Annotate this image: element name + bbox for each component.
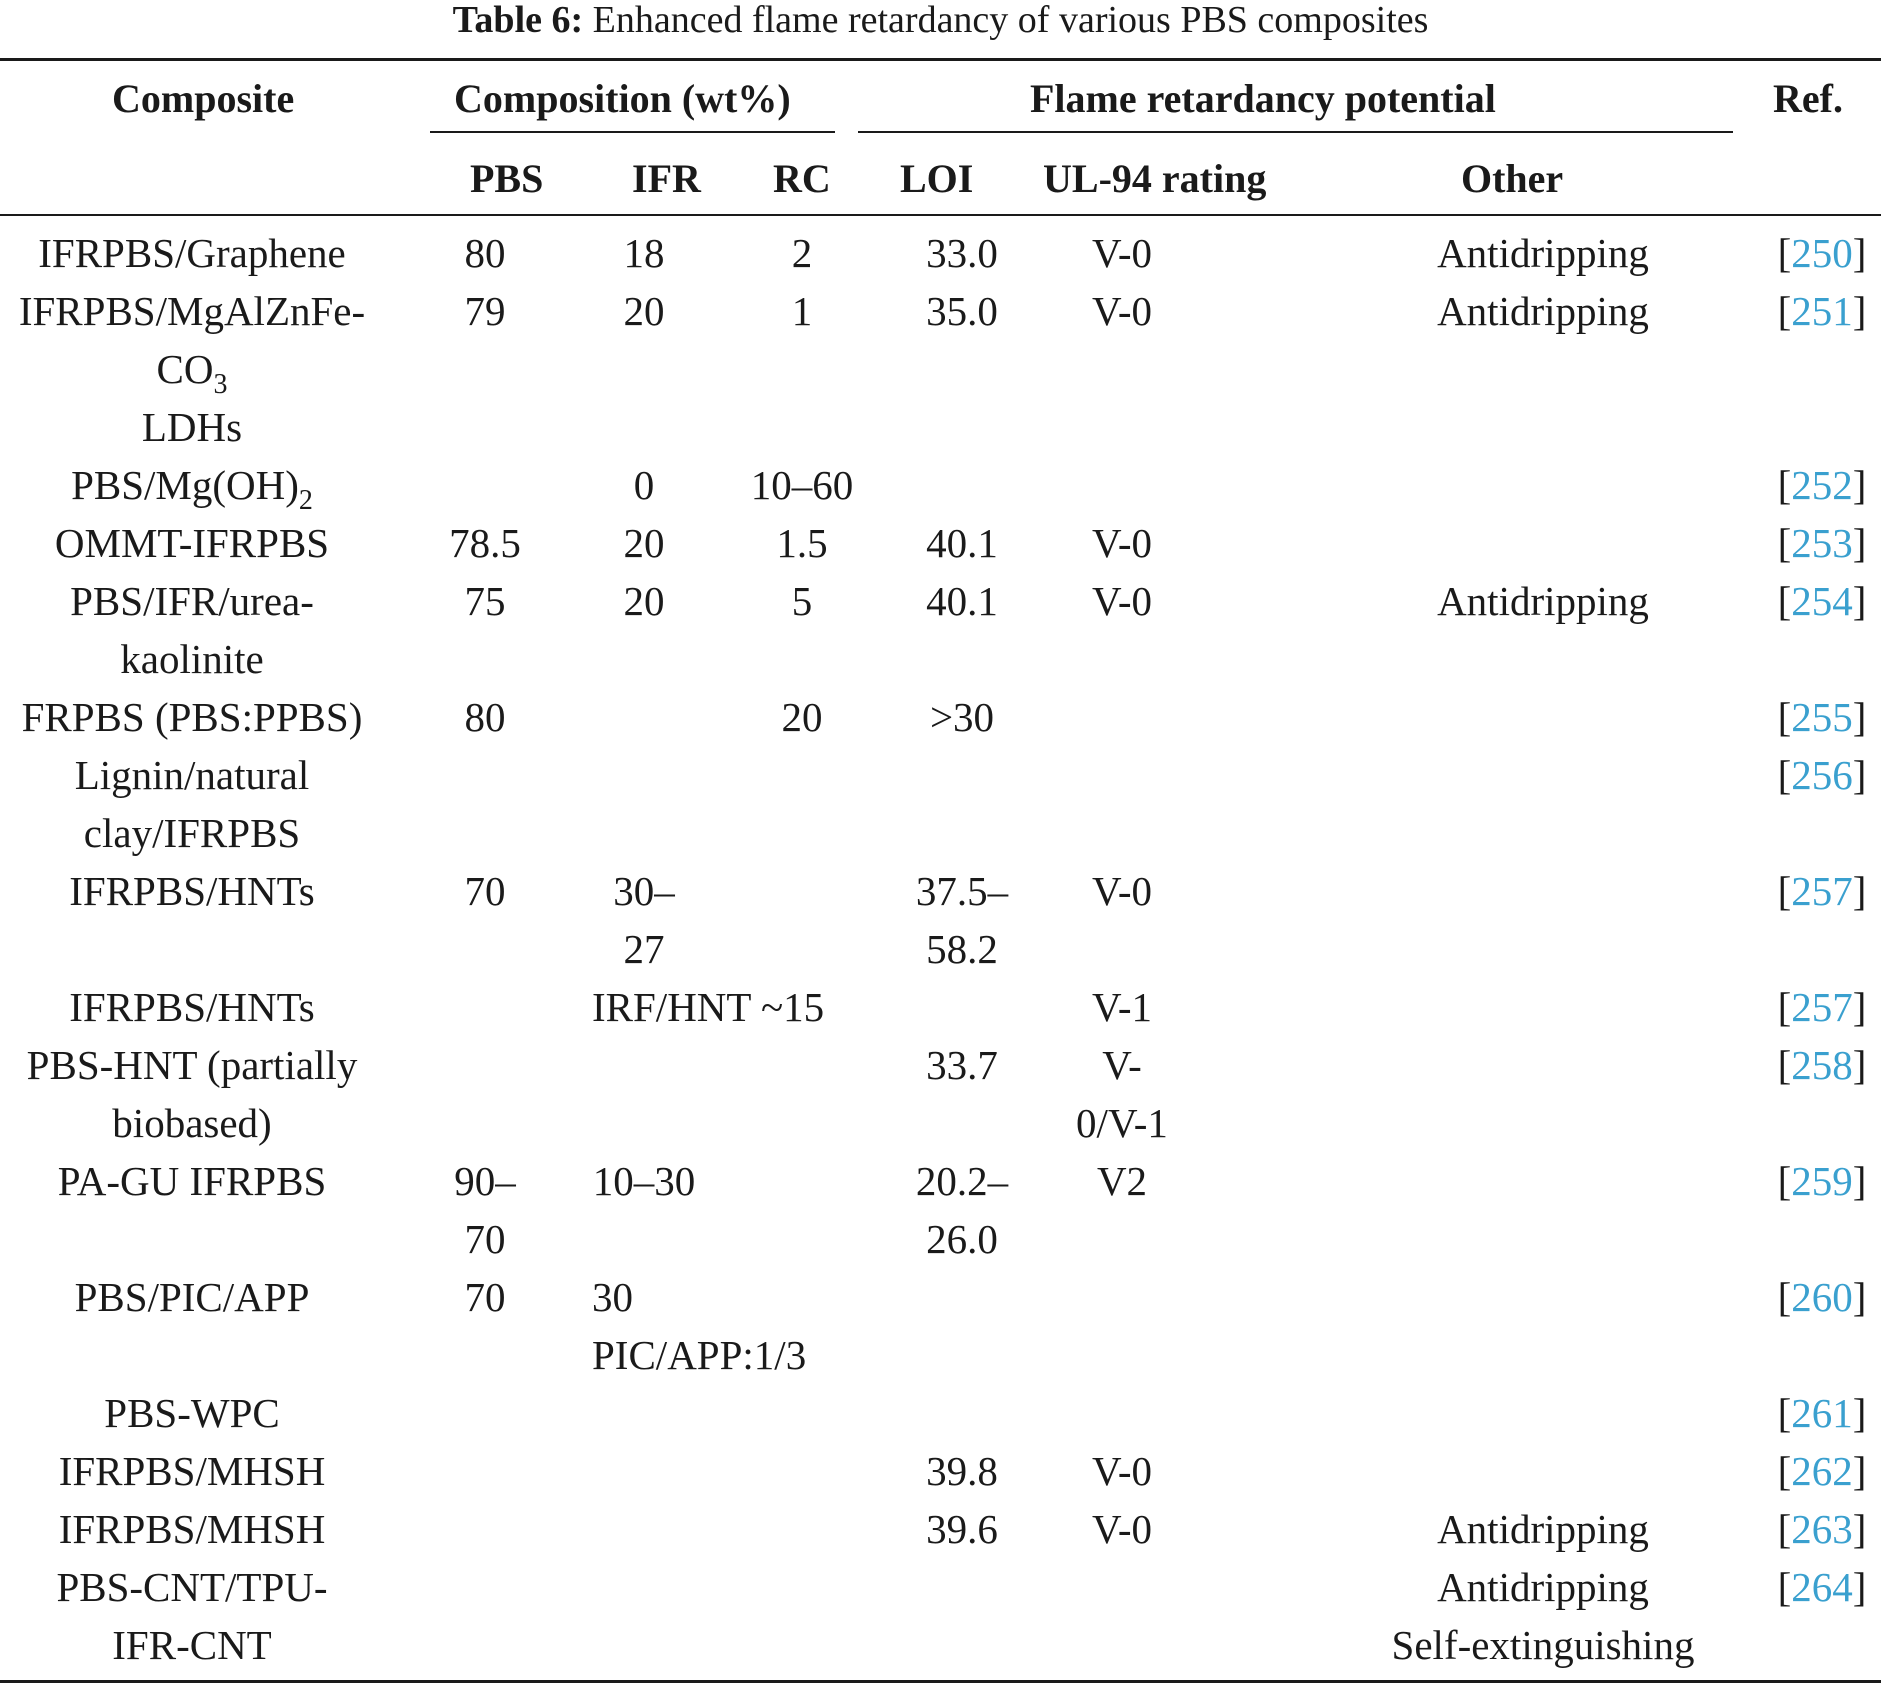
cell-ref — [1762, 1036, 1881, 1094]
ref-open-bracket: [ — [1777, 694, 1792, 740]
ref-link[interactable]: 258 — [1791, 1042, 1853, 1088]
cell-composite: FRPBS (PBS:PPBS) — [21, 694, 363, 740]
ref-close-bracket: ] — [1852, 462, 1867, 508]
ref-link[interactable]: 263 — [1791, 1506, 1853, 1552]
cell-ref — [1762, 1500, 1881, 1558]
cell-ref — [1762, 1152, 1881, 1210]
ref-open-bracket: [ — [1777, 1274, 1792, 1320]
ref-open-bracket: [ — [1777, 1390, 1792, 1436]
cell-ul94: V-0 — [1092, 578, 1152, 624]
ref-link[interactable]: 261 — [1791, 1390, 1853, 1436]
ref-close-bracket: ] — [1852, 1564, 1867, 1610]
cell-composite: Lignin/natural clay/IFRPBS — [74, 752, 310, 856]
ref-link[interactable]: 254 — [1791, 578, 1853, 624]
cell-pbs: 90– 70 — [454, 1158, 516, 1262]
cell-pbs: 70 — [464, 1274, 506, 1320]
cell-ul94: V-0 — [1092, 520, 1152, 566]
cell-other: Antidripping — [1437, 578, 1649, 624]
ref-link[interactable]: 257 — [1791, 868, 1853, 914]
cell-ifr: 10–30 — [592, 1158, 696, 1204]
header-loi: LOI — [900, 156, 974, 201]
cell-pbs: 80 — [464, 694, 506, 740]
header-other: Other — [1461, 156, 1564, 201]
header-flame-group: Flame retardancy potential — [1030, 76, 1496, 121]
header-ref: Ref. — [1773, 76, 1843, 121]
cell-rc: 1 — [791, 288, 813, 334]
cell-ul94: V2 — [1096, 1158, 1148, 1204]
cell-pbs: 70 — [464, 868, 506, 914]
composite-text: PBS/Mg(OH) — [71, 462, 299, 508]
ref-close-bracket: ] — [1852, 752, 1867, 798]
ref-open-bracket: [ — [1777, 1042, 1792, 1088]
cell-ref — [1762, 282, 1881, 340]
cell-composite — [2, 456, 382, 514]
composite-text-cont: LDHs — [141, 404, 243, 450]
ref-link[interactable]: 252 — [1791, 462, 1853, 508]
table-caption — [0, 0, 1881, 40]
ref-close-bracket: ] — [1852, 520, 1867, 566]
cell-rc: 1.5 — [776, 520, 828, 566]
header-composite: Composite — [112, 76, 295, 121]
cell-ref — [1762, 862, 1881, 920]
cell-ul94: V-0 — [1092, 1448, 1152, 1494]
cell-ifr: 20 — [623, 520, 665, 566]
cell-composite: PBS/PIC/APP — [74, 1274, 310, 1320]
ref-close-bracket: ] — [1852, 1390, 1867, 1436]
cell-composite: PBS/IFR/urea- kaolinite — [70, 578, 314, 682]
cell-composite: IFRPBS/HNTs — [69, 984, 315, 1030]
cell-pbs: 80 — [464, 230, 506, 276]
flame-group-underline — [858, 131, 1733, 133]
ref-close-bracket: ] — [1852, 694, 1867, 740]
composite-text: IFRPBS/MgAlZnFe- — [18, 288, 366, 334]
ref-close-bracket: ] — [1852, 984, 1867, 1030]
ref-close-bracket: ] — [1852, 288, 1867, 334]
ref-link[interactable]: 250 — [1791, 230, 1853, 276]
composite-text-cont: CO — [156, 346, 214, 392]
cell-ifr: 18 — [623, 230, 665, 276]
ref-open-bracket: [ — [1777, 462, 1792, 508]
ref-close-bracket: ] — [1852, 1506, 1867, 1552]
cell-composite — [2, 282, 382, 456]
cell-ifr: 20 — [623, 578, 665, 624]
header-ul94: UL-94 rating — [1043, 156, 1267, 201]
ref-open-bracket: [ — [1777, 1158, 1792, 1204]
cell-other: Antidripping — [1437, 230, 1649, 276]
cell-loi: 35.0 — [926, 288, 998, 334]
cell-other: Antidripping — [1437, 288, 1649, 334]
cell-ul94: V-0 — [1092, 868, 1152, 914]
cell-ref — [1762, 978, 1881, 1036]
cell-composite: IFRPBS/MHSH — [58, 1448, 326, 1494]
header-ifr: IFR — [632, 156, 701, 201]
ref-close-bracket: ] — [1852, 578, 1867, 624]
ref-link[interactable]: 256 — [1791, 752, 1853, 798]
ref-open-bracket: [ — [1777, 868, 1792, 914]
cell-loi: 33.7 — [926, 1042, 998, 1088]
table-header-rule — [0, 214, 1881, 216]
ref-link[interactable]: 262 — [1791, 1448, 1853, 1494]
cell-ref — [1762, 514, 1881, 572]
ref-link[interactable]: 264 — [1791, 1564, 1853, 1610]
ref-link[interactable]: 257 — [1791, 984, 1853, 1030]
cell-composite: IFRPBS/Graphene — [38, 230, 346, 276]
cell-other: Antidripping Self-extinguishing — [1391, 1564, 1695, 1668]
cell-loi: 20.2– 26.0 — [915, 1158, 1009, 1262]
cell-ifr: 20 — [623, 288, 665, 334]
cell-ref — [1762, 746, 1881, 804]
cell-pbs: 75 — [464, 578, 506, 624]
ref-close-bracket: ] — [1852, 1274, 1867, 1320]
ref-open-bracket: [ — [1777, 1564, 1792, 1610]
cell-loi: 37.5– 58.2 — [915, 868, 1009, 972]
ref-close-bracket: ] — [1852, 230, 1867, 276]
ref-close-bracket: ] — [1852, 868, 1867, 914]
cell-ref — [1762, 224, 1881, 282]
cell-rc: 10–60 — [750, 462, 854, 508]
table-top-rule — [0, 58, 1881, 61]
cell-other: Antidripping — [1437, 1506, 1649, 1552]
cell-ul94: V-0 — [1092, 288, 1152, 334]
table-caption-text: Enhanced flame retardancy of various PBS composites — [592, 0, 1429, 41]
cell-composite: PBS-CNT/TPU- IFR-CNT — [56, 1564, 328, 1668]
ref-open-bracket: [ — [1777, 520, 1792, 566]
ref-link[interactable]: 259 — [1791, 1158, 1853, 1204]
ref-close-bracket: ] — [1852, 1042, 1867, 1088]
cell-ul94: V-0 — [1092, 1506, 1152, 1552]
ref-open-bracket: [ — [1777, 1448, 1792, 1494]
header-pbs: PBS — [470, 156, 544, 201]
ref-link[interactable]: 255 — [1791, 694, 1853, 740]
composition-group-underline — [430, 131, 835, 133]
cell-ifr-span: IRF/HNT ~15 — [592, 984, 825, 1030]
cell-loi: 33.0 — [926, 230, 998, 276]
table-caption-label: Table 6: — [452, 0, 584, 41]
header-rc: RC — [773, 156, 831, 201]
ref-link[interactable]: 260 — [1791, 1274, 1853, 1320]
table-bottom-rule — [0, 1680, 1881, 1683]
cell-ifr: 30– 27 — [613, 868, 675, 972]
cell-ifr: 0 — [633, 462, 655, 508]
ref-open-bracket: [ — [1777, 288, 1792, 334]
cell-composite: PBS-WPC — [104, 1390, 280, 1436]
cell-composite: OMMT-IFRPBS — [54, 520, 330, 566]
cell-ul94: V- 0/V-1 — [1076, 1042, 1168, 1146]
cell-loi: 40.1 — [926, 578, 998, 624]
cell-rc: 2 — [791, 230, 813, 276]
cell-ul94: V-1 — [1092, 984, 1152, 1030]
cell-pbs: 79 — [464, 288, 506, 334]
cell-rc: 5 — [791, 578, 813, 624]
cell-loi: 39.8 — [926, 1448, 998, 1494]
cell-ref — [1762, 1268, 1881, 1326]
ref-close-bracket: ] — [1852, 1448, 1867, 1494]
header-composition-group: Composition (wt%) — [454, 76, 791, 121]
cell-loi: 39.6 — [926, 1506, 998, 1552]
cell-ul94: V-0 — [1092, 230, 1152, 276]
cell-loi: 40.1 — [926, 520, 998, 566]
ref-link[interactable]: 253 — [1791, 520, 1853, 566]
composite-subscript: 3 — [213, 369, 228, 400]
cell-ref — [1762, 572, 1881, 630]
cell-pbs: 78.5 — [449, 520, 521, 566]
ref-open-bracket: [ — [1777, 984, 1792, 1030]
cell-ref — [1762, 1384, 1881, 1442]
ref-open-bracket: [ — [1777, 1506, 1792, 1552]
cell-ref — [1762, 1442, 1881, 1500]
ref-open-bracket: [ — [1777, 230, 1792, 276]
cell-rc: 20 — [781, 694, 823, 740]
cell-composite: IFRPBS/MHSH — [58, 1506, 326, 1552]
ref-open-bracket: [ — [1777, 752, 1792, 798]
cell-ref — [1762, 456, 1881, 514]
cell-composite: PA-GU IFRPBS — [57, 1158, 327, 1204]
cell-composite: PBS-HNT (partially biobased) — [26, 1042, 358, 1146]
composite-subscript: 2 — [298, 485, 313, 516]
cell-ref — [1762, 1558, 1881, 1616]
ref-open-bracket: [ — [1777, 578, 1792, 624]
ref-link[interactable]: 251 — [1791, 288, 1853, 334]
cell-composite: IFRPBS/HNTs — [69, 868, 315, 914]
cell-loi: >30 — [929, 694, 995, 740]
cell-ref — [1762, 688, 1881, 746]
ref-close-bracket: ] — [1852, 1158, 1867, 1204]
cell-ifr-span: 30 PIC/APP:1/3 — [592, 1274, 807, 1378]
